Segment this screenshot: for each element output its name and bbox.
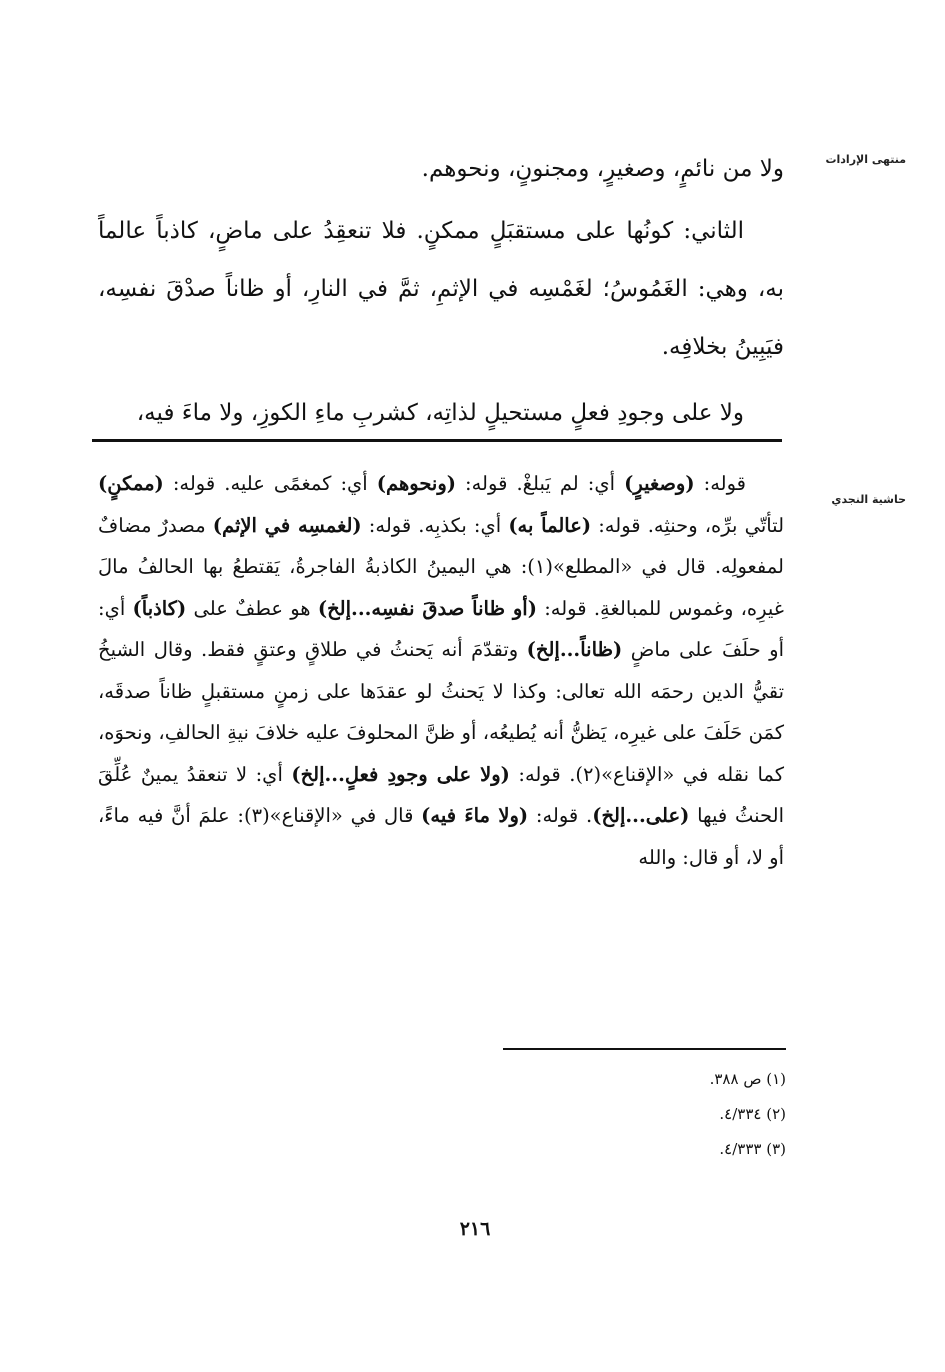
text-run: أي: كمغمًى عليه. قوله:: [163, 472, 377, 495]
matn-paragraph-1: ولا من نائمٍ، وصغيرٍ، ومجنونٍ، ونحوهم.: [421, 156, 784, 182]
text-run: وتقدّمَ أنه يَحنثُ في طلاقٍ وعتقٍ فقط. وقال الشيخُ تقيُّ الدين رحمَه الله تعالى: وكذا لا يَحنثُ لو عقدَها على زمنٍ مستقبلٍ ظاناً صدقَه، كمَن حَلَفَ على غيرِه، يَظنُّ أنه يُطيعُه، أو ظنَّ المحلوفَ عليه خلافَ نيةِ الحالفِ، ونحوَه، كما نقله في «الإقناع»(٢). قوله:: [98, 638, 784, 786]
quoted-term: (ولا ماءَ فيه): [421, 804, 529, 827]
quoted-term: (ولا على وجودِ فعلٍ...إلخ): [291, 762, 510, 786]
quoted-term: (أو ظاناً صدقَ نفسِه...إلخ): [317, 596, 537, 620]
page-number: ٢١٦: [459, 1218, 491, 1240]
text-run: قوله:: [694, 472, 746, 495]
text-run: مصدرٌ مضافٌ لمفعولِه. قال في «المطلع»(١): هي اليمينُ الكاذبةُ الفاجرةُ، يَقتطعُ بها الحالفُ مالَ غيرِه، وغموس للمبالغةِ. قوله:: [98, 513, 785, 620]
margin-label-hashiya: حاشية النجدي: [831, 493, 906, 506]
section-divider: [92, 439, 782, 442]
footnote-1: (١) ص ٣٨٨.: [709, 1070, 786, 1088]
text-run: أي: بكذبِه. قوله:: [361, 513, 509, 537]
text-run: لتأتّي برِّه، وحنثِه. قوله:: [591, 513, 785, 537]
quoted-term: (ممكنٍ): [98, 472, 164, 495]
footnote-3: (٣) ٤/٣٣٣.: [719, 1140, 786, 1158]
quoted-term: (على...إلخ): [592, 804, 690, 827]
quoted-term: (لغمسِه في الإثم): [212, 513, 362, 537]
text-run: أي: لا تنعقدُ يمينٌ عُلِّقَ الحنثُ فيها: [98, 762, 784, 827]
text-run: هو عطفٌ على: [186, 596, 318, 620]
margin-label-matn: منتهى الإرادات: [825, 153, 906, 166]
text-run: أي: لم يَبلغْ. قوله:: [455, 472, 625, 495]
footnote-2: (٢) ٤/٣٣٤.: [719, 1105, 786, 1123]
text-run: قال في «الإقناع»(٣): علمَ أنَّ فيه ماءً، أو لا، أو قال: والله: [98, 804, 784, 869]
text-run: . قوله:: [528, 804, 593, 827]
quoted-term: (ظاناً...إلخ): [526, 638, 623, 661]
matn-paragraph-3: ولا على وجودِ فعلٍ مستحيلٍ لذاتِه، كشربِ ماءِ الكوزِ، ولا ماءَ فيه،: [136, 400, 744, 426]
quoted-term: (عالماً به): [508, 513, 592, 537]
hashiya-text: [98, 463, 784, 878]
text-run: أي: أو حلَفَ على ماضٍ: [98, 596, 784, 661]
matn-text: [98, 140, 784, 442]
hashiya-paragraph: [98, 463, 784, 878]
footnotes: [500, 1062, 786, 1167]
quoted-term: (كاذباً): [132, 596, 187, 620]
quoted-term: (وصغيرٍ): [624, 472, 695, 495]
footnote-divider: [503, 1048, 786, 1050]
quoted-term: (ونحوهم): [376, 472, 456, 495]
matn-paragraph-2: الثاني: كونُها على مستقبَلٍ ممكنٍ. فلا تنعقِدُ على ماضٍ، كاذباً عالماً به، وهي: الغَمُوسُ؛ لغَمْسِه في الإثمِ، ثمَّ في النارِ، أو ظاناً صدْقَ نفسِه، فيَبِينُ بخلافِه.: [98, 218, 784, 360]
